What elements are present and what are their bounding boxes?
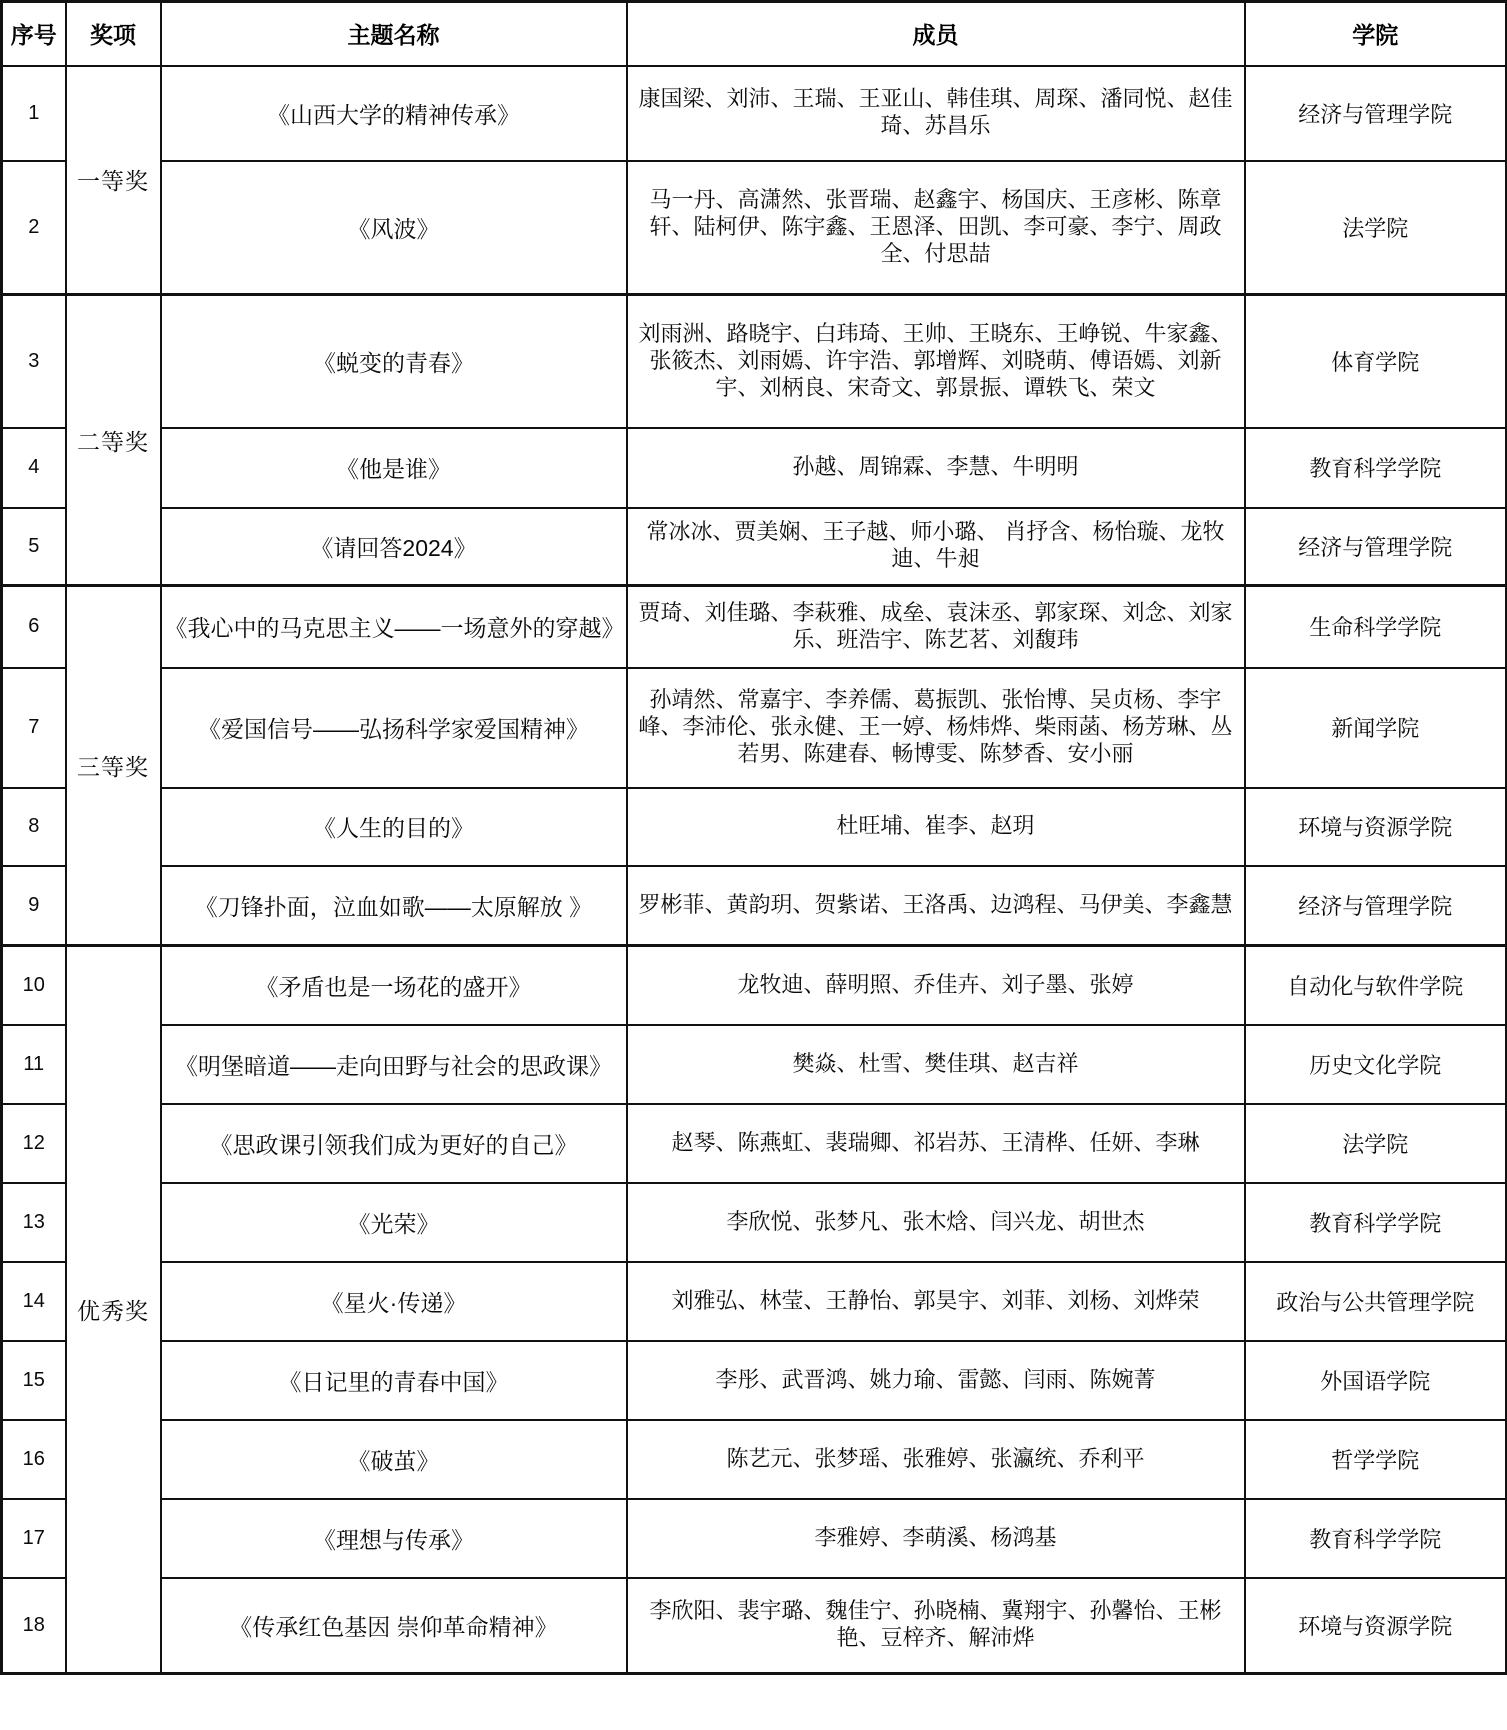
cell-college: 历史文化学院 bbox=[1245, 1025, 1507, 1104]
cell-award-excellence-prize: 优秀奖 bbox=[66, 946, 161, 1674]
cell-no: 7 bbox=[2, 668, 66, 788]
header-row bbox=[2, 2, 1507, 66]
cell-members: 马一丹、高潇然、张晋瑞、赵鑫宇、杨国庆、王彦彬、陈章轩、陆柯伊、陈宇鑫、王恩泽、田凯、李可豪、李宁、周政全、付思喆 bbox=[627, 161, 1245, 295]
cell-no: 16 bbox=[2, 1420, 66, 1499]
cell-no: 3 bbox=[2, 295, 66, 428]
cell-no: 12 bbox=[2, 1104, 66, 1183]
cell-members: 贾琦、刘佳璐、李萩雅、成垒、袁沫丞、郭家琛、刘念、刘家乐、班浩宇、陈艺茗、刘馥玮 bbox=[627, 586, 1245, 668]
cell-award-second-prize: 二等奖 bbox=[66, 295, 161, 586]
table-row bbox=[2, 946, 1507, 1025]
table-row bbox=[2, 1025, 1507, 1104]
cell-title: 《我心中的马克思主义——一场意外的穿越》 bbox=[161, 586, 627, 668]
cell-title: 《人生的目的》 bbox=[161, 788, 627, 866]
table-row bbox=[2, 1420, 1507, 1499]
cell-college: 自动化与软件学院 bbox=[1245, 946, 1507, 1025]
cell-title: 《破茧》 bbox=[161, 1420, 627, 1499]
table-row bbox=[2, 161, 1507, 295]
table-row bbox=[2, 866, 1507, 946]
table-row bbox=[2, 428, 1507, 508]
cell-no: 8 bbox=[2, 788, 66, 866]
cell-members: 杜旺埔、崔李、赵玥 bbox=[627, 788, 1245, 866]
cell-members: 刘雅弘、林莹、王静怡、郭昊宇、刘菲、刘杨、刘烨荣 bbox=[627, 1262, 1245, 1341]
cell-no: 4 bbox=[2, 428, 66, 508]
cell-title: 《光荣》 bbox=[161, 1183, 627, 1262]
cell-title: 《日记里的青春中国》 bbox=[161, 1341, 627, 1420]
cell-title: 《刀锋扑面，泣血如歌——太原解放 》 bbox=[161, 866, 627, 946]
table-row bbox=[2, 1104, 1507, 1183]
cell-college: 体育学院 bbox=[1245, 295, 1507, 428]
cell-title: 《爱国信号——弘扬科学家爱国精神》 bbox=[161, 668, 627, 788]
cell-members: 赵琴、陈燕虹、裴瑞卿、祁岩苏、王清桦、任妍、李琳 bbox=[627, 1104, 1245, 1183]
cell-no: 5 bbox=[2, 508, 66, 586]
cell-college: 教育科学学院 bbox=[1245, 428, 1507, 508]
cell-no: 13 bbox=[2, 1183, 66, 1262]
cell-members: 孙靖然、常嘉宇、李养儒、葛振凯、张怡博、吴贞杨、李宇峰、李沛伦、张永健、王一婷、杨炜烨、柴雨菡、杨芳琳、丛若男、陈建春、畅博雯、陈梦香、安小丽 bbox=[627, 668, 1245, 788]
cell-award-third-prize: 三等奖 bbox=[66, 586, 161, 946]
table-row bbox=[2, 1341, 1507, 1420]
cell-members: 李欣悦、张梦凡、张木焓、闫兴龙、胡世杰 bbox=[627, 1183, 1245, 1262]
cell-members: 李欣阳、裴宇璐、魏佳宁、孙晓楠、冀翔宇、孙馨怡、王彬艳、豆梓齐、解沛烨 bbox=[627, 1578, 1245, 1674]
cell-college: 法学院 bbox=[1245, 161, 1507, 295]
cell-college: 经济与管理学院 bbox=[1245, 66, 1507, 161]
table-row bbox=[2, 508, 1507, 586]
cell-award-first-prize: 一等奖 bbox=[66, 66, 161, 295]
cell-no: 1 bbox=[2, 66, 66, 161]
cell-title: 《山西大学的精神传承》 bbox=[161, 66, 627, 161]
table-row bbox=[2, 1578, 1507, 1674]
cell-college: 经济与管理学院 bbox=[1245, 508, 1507, 586]
cell-no: 18 bbox=[2, 1578, 66, 1674]
table-row bbox=[2, 1262, 1507, 1341]
cell-no: 15 bbox=[2, 1341, 66, 1420]
cell-members: 李彤、武晋鸿、姚力瑜、雷懿、闫雨、陈婉菁 bbox=[627, 1341, 1245, 1420]
cell-title: 《星火·传递》 bbox=[161, 1262, 627, 1341]
cell-college: 外国语学院 bbox=[1245, 1341, 1507, 1420]
cell-no: 14 bbox=[2, 1262, 66, 1341]
table-row bbox=[2, 295, 1507, 428]
header-col-college: 学院 bbox=[1245, 2, 1507, 66]
cell-title: 《明堡暗道——走向田野与社会的思政课》 bbox=[161, 1025, 627, 1104]
cell-members: 李雅婷、李萌溪、杨鸿基 bbox=[627, 1499, 1245, 1578]
cell-members: 孙越、周锦霖、李慧、牛明明 bbox=[627, 428, 1245, 508]
cell-members: 龙牧迪、薛明照、乔佳卉、刘子墨、张婷 bbox=[627, 946, 1245, 1025]
cell-college: 法学院 bbox=[1245, 1104, 1507, 1183]
cell-college: 经济与管理学院 bbox=[1245, 866, 1507, 946]
cell-college: 新闻学院 bbox=[1245, 668, 1507, 788]
cell-college: 环境与资源学院 bbox=[1245, 1578, 1507, 1674]
cell-members: 常冰冰、贾美娴、王子越、师小璐、 肖抒含、杨怡璇、龙牧迪、牛昶 bbox=[627, 508, 1245, 586]
cell-college: 哲学学院 bbox=[1245, 1420, 1507, 1499]
cell-no: 6 bbox=[2, 586, 66, 668]
table-row bbox=[2, 1499, 1507, 1578]
cell-members: 陈艺元、张梦瑶、张雅婷、张瀛统、乔利平 bbox=[627, 1420, 1245, 1499]
table-row bbox=[2, 586, 1507, 668]
cell-title: 《矛盾也是一场花的盛开》 bbox=[161, 946, 627, 1025]
cell-no: 10 bbox=[2, 946, 66, 1025]
cell-title: 《理想与传承》 bbox=[161, 1499, 627, 1578]
cell-members: 罗彬菲、黄韵玥、贺紫诺、王洛禹、边鸿程、马伊美、李鑫慧 bbox=[627, 866, 1245, 946]
cell-no: 17 bbox=[2, 1499, 66, 1578]
cell-college: 环境与资源学院 bbox=[1245, 788, 1507, 866]
cell-no: 9 bbox=[2, 866, 66, 946]
cell-college: 教育科学学院 bbox=[1245, 1499, 1507, 1578]
cell-title: 《他是谁》 bbox=[161, 428, 627, 508]
cell-title: 《蜕变的青春》 bbox=[161, 295, 627, 428]
cell-college: 生命科学学院 bbox=[1245, 586, 1507, 668]
header-col-no: 序号 bbox=[2, 2, 66, 66]
cell-members: 樊焱、杜雪、樊佳琪、赵吉祥 bbox=[627, 1025, 1245, 1104]
cell-college: 政治与公共管理学院 bbox=[1245, 1262, 1507, 1341]
table-row bbox=[2, 668, 1507, 788]
header-col-members: 成员 bbox=[627, 2, 1245, 66]
cell-members: 康国梁、刘沛、王瑞、王亚山、韩佳琪、周琛、潘同悦、赵佳琦、苏昌乐 bbox=[627, 66, 1245, 161]
table-row bbox=[2, 1183, 1507, 1262]
cell-members: 刘雨洲、路晓宇、白玮琦、王帅、王晓东、王峥锐、牛家鑫、张筱杰、刘雨嫣、许宇浩、郭增辉、刘晓萌、傅语嫣、刘新宇、刘柄良、宋奇文、郭景振、谭轶飞、荣文 bbox=[627, 295, 1245, 428]
header-col-title: 主题名称 bbox=[161, 2, 627, 66]
cell-college: 教育科学学院 bbox=[1245, 1183, 1507, 1262]
header-col-award: 奖项 bbox=[66, 2, 161, 66]
cell-title: 《风波》 bbox=[161, 161, 627, 295]
cell-no: 11 bbox=[2, 1025, 66, 1104]
cell-no: 2 bbox=[2, 161, 66, 295]
cell-title: 《请回答2024》 bbox=[161, 508, 627, 586]
cell-title: 《思政课引领我们成为更好的自己》 bbox=[161, 1104, 627, 1183]
table-row bbox=[2, 788, 1507, 866]
cell-title: 《传承红色基因 崇仰革命精神》 bbox=[161, 1578, 627, 1674]
table-row bbox=[2, 66, 1507, 161]
